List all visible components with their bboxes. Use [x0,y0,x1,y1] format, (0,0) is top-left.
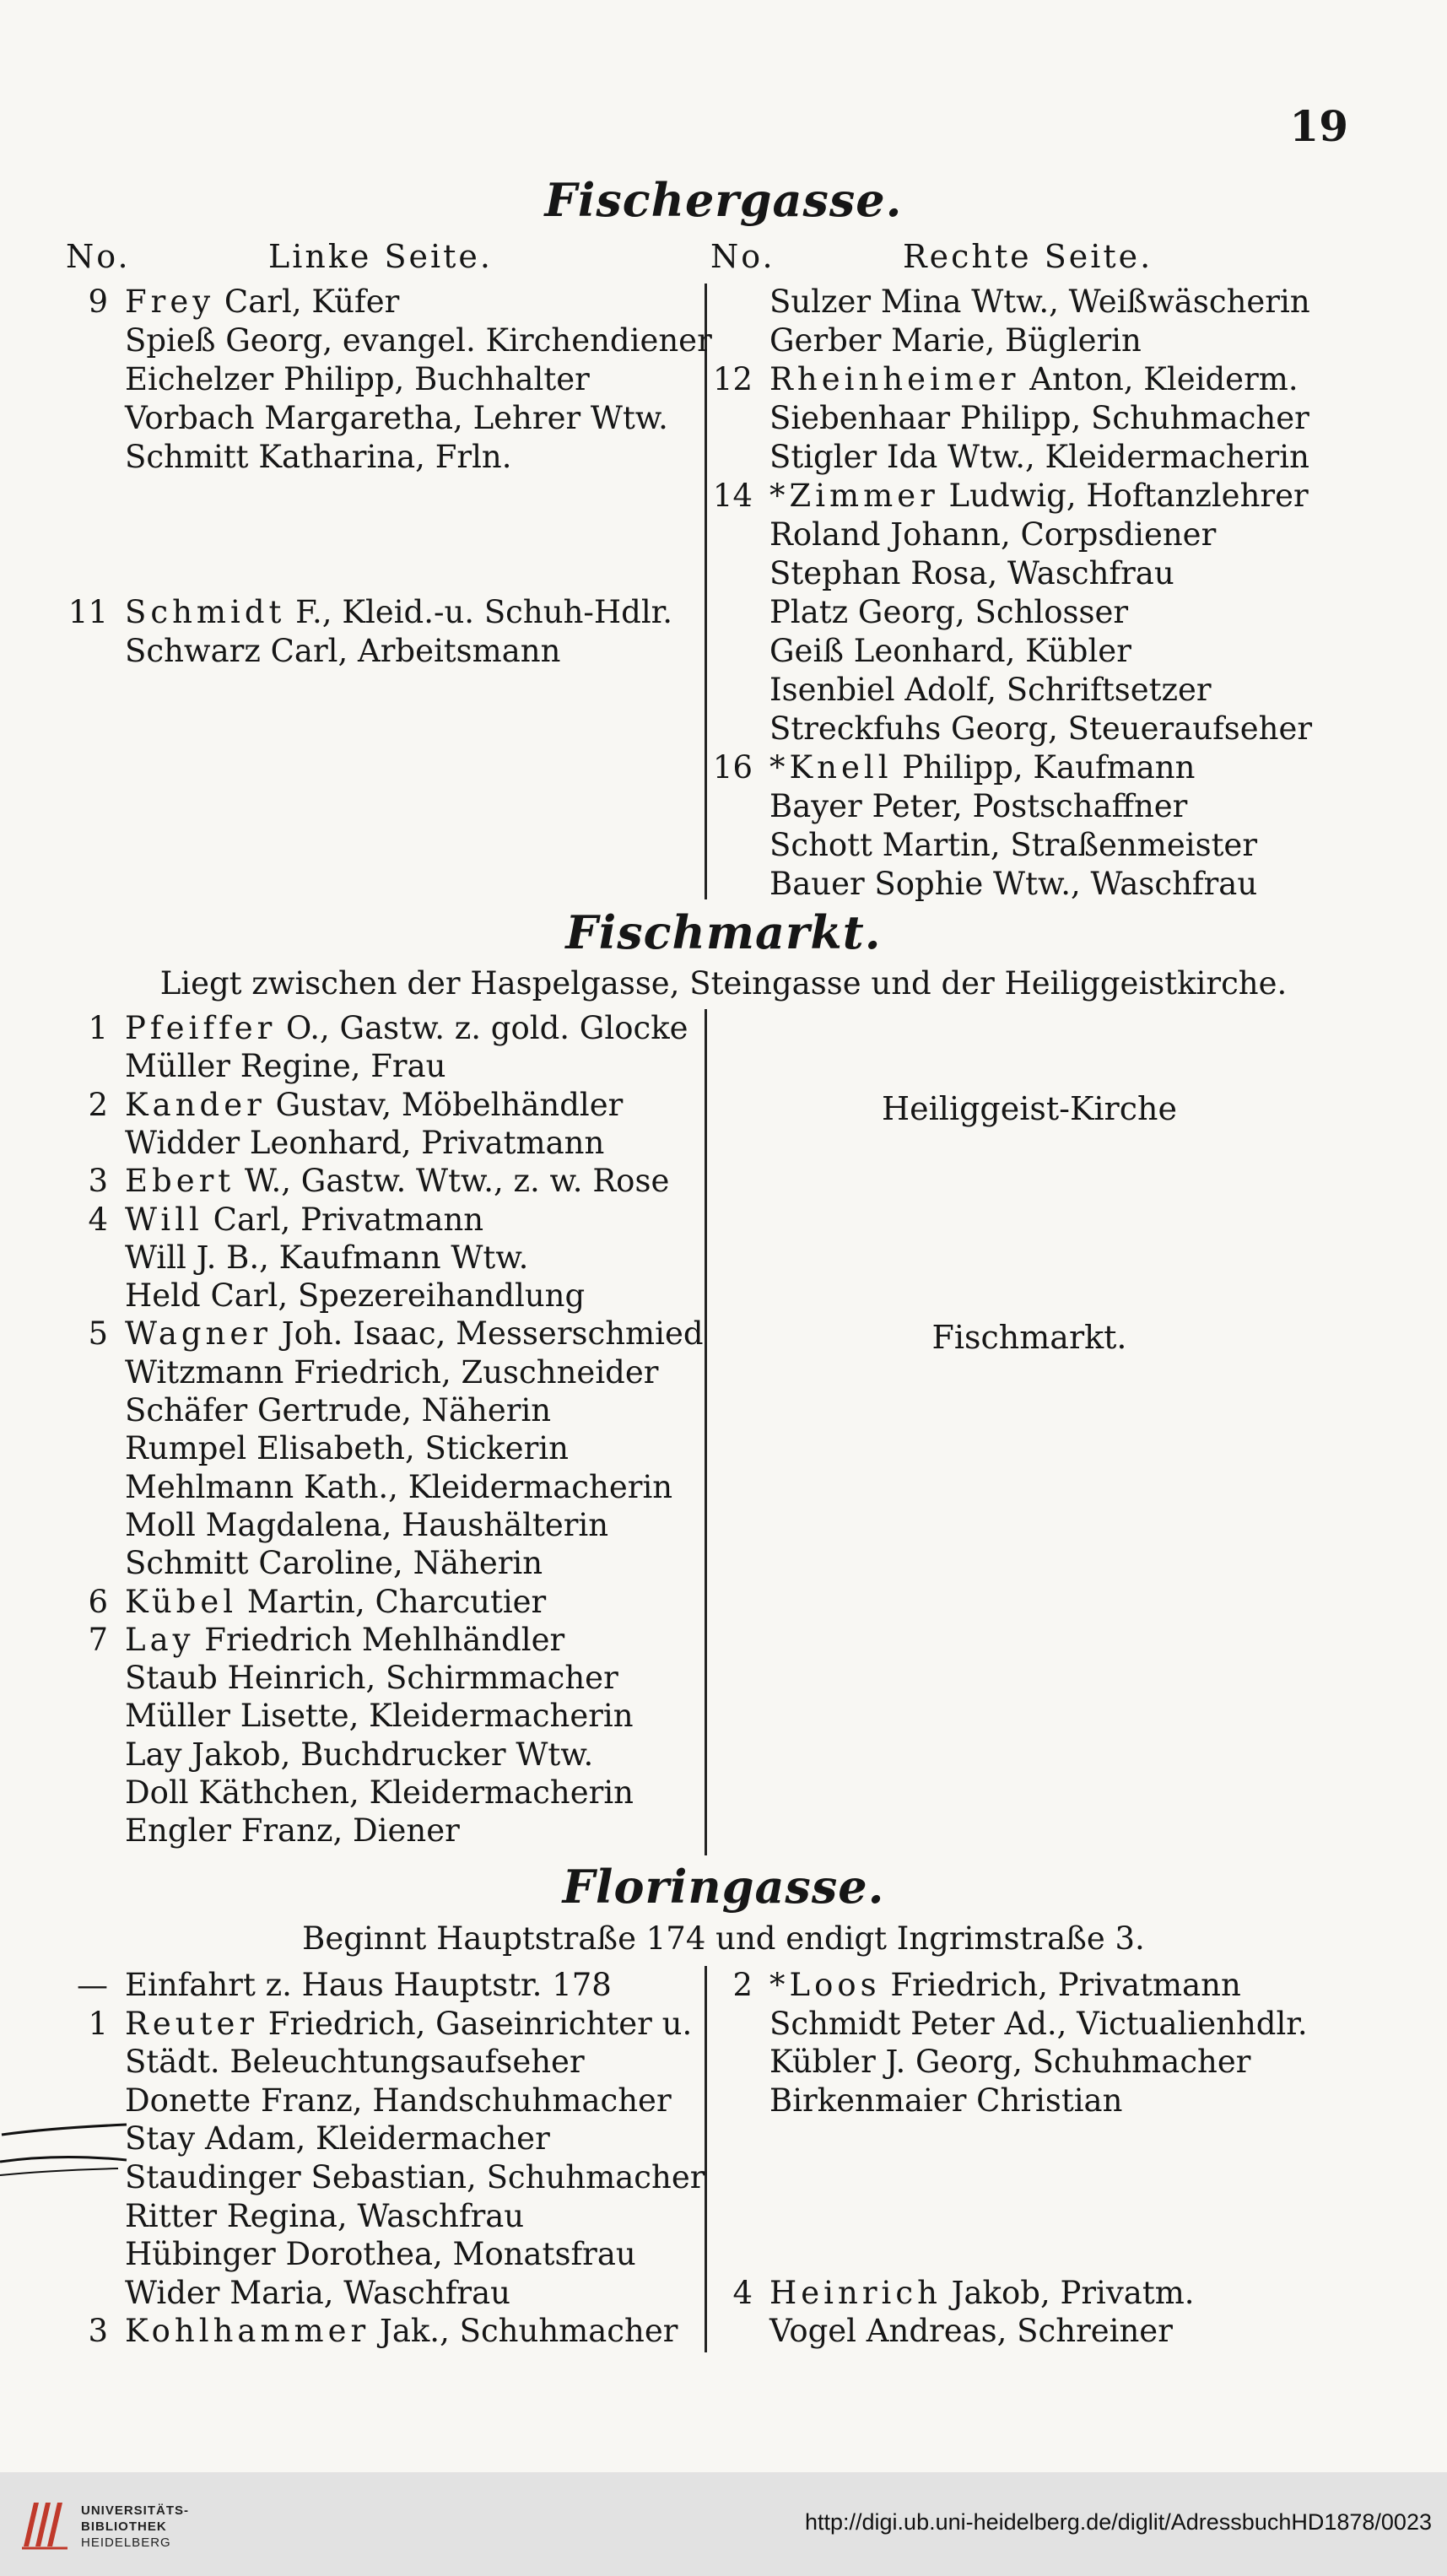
owner-name: Will [125,1201,203,1238]
entry-detail: Vogel Andreas, Schreiner [769,2313,1173,2350]
section-title-fischergasse: Fischergasse. [544,173,903,227]
entry-detail: Witzmann Friedrich, Zuschneider [125,1353,659,1391]
entry-detail: Birkenmaier Christian [769,2082,1123,2119]
owner-name: Kander [125,1086,266,1123]
resident-entry [769,593,1128,632]
entry-detail: Stephan Rosa, Waschfrau [769,555,1174,591]
library-logo-text: UNIVERSITÄTS- BIBLIOTHEK HEIDELBERG [81,2503,190,2550]
resident-entry [769,554,1174,593]
entry-detail: Siebenhaar Philipp, Schuhmacher [769,400,1309,436]
entry-detail: Spieß Georg, evangel. Kirchendiener [125,322,712,359]
entry-detail: Schmitt Caroline, Näherin [125,1545,543,1582]
resident-entry [769,826,1257,865]
entry-detail: Carl, Privatmann [202,1201,484,1238]
resident-entry [125,1812,460,1850]
entry-detail: Wider Maria, Waschfrau [125,2274,510,2311]
list-item [0,1468,1447,1507]
resident-entry [769,516,1216,554]
entry-detail: Geiß Leonhard, Kübler [769,633,1131,669]
resident-entry [769,283,1310,321]
entry-detail: Städt. Beleuchtungsaufseher [125,2044,585,2081]
entry-detail: Gerber Marie, Büglerin [769,322,1142,359]
house-number: 4 [88,1201,108,1238]
resident-entry [769,360,1299,399]
resident-entry [769,399,1309,438]
list-item [0,1697,1447,1736]
entry-detail: Jakob, Privatm. [941,2274,1195,2311]
list-item [0,360,1447,399]
entry-detail: Schäfer Gertrude, Näherin [125,1392,552,1428]
entry-detail: Widder Leonhard, Privatmann [125,1124,605,1161]
owner-name: Wagner [125,1315,272,1353]
resident-entry [125,1086,623,1125]
entry-detail: Anton, Kleiderm. [1019,361,1299,397]
col-left-header: Linke Seite. [268,238,493,275]
list-item [0,1391,1447,1430]
list-item [0,1966,1447,2005]
entry-detail: Rumpel Elisabeth, Stickerin [125,1430,569,1467]
house-number: 3 [88,1163,108,1200]
resident-entry [125,1774,634,1812]
list-item [0,2043,1447,2082]
list-item [0,1239,1447,1277]
list-item [0,1621,1447,1660]
entry-detail: Will J. B., Kaufmann Wtw. [125,1239,529,1276]
resident-entry [769,2005,1308,2044]
col-no-right: No. [710,238,775,275]
list-item [0,1086,1447,1125]
section-subtitle-floringasse: Beginnt Hauptstraße 174 und endigt Ingrimstraße 3. [302,1920,1145,1957]
list-item [0,1812,1447,1850]
resident-entry [125,1162,669,1201]
house-number: 1 [88,2005,108,2042]
entry-detail: Friedrich, Gaseinrichter u. [258,2005,693,2042]
resident-entry [125,2235,636,2274]
list-item [0,283,1447,321]
owner-name: Kübel [125,1583,238,1620]
resident-entry [769,865,1257,904]
entry-detail: Staub Heinrich, Schirmmacher [125,1660,618,1697]
entry-detail: Müller Regine, Frau [125,1048,446,1085]
entry-detail: Martin, Charcutier [237,1583,547,1620]
resident-entry [769,2312,1173,2351]
owner-name: Schmidt [125,594,286,630]
entry-detail: Einfahrt z. Haus Hauptstr. 178 [125,1967,612,2003]
list-item [0,748,1447,787]
entry-detail: Schott Martin, Straßenmeister [769,827,1258,863]
list-item [0,593,1447,632]
entry-detail: Sulzer Mina Wtw., Weißwäscherin [769,284,1310,320]
list-item [0,1506,1447,1545]
resident-entry [125,1659,618,1698]
heiliggeist-kirche-label: Heiliggeist-Kirche [882,1090,1177,1127]
resident-entry [125,1544,543,1583]
resident-entry [769,438,1309,477]
owner-name: Kohlhammer [125,2313,370,2350]
owner-name: Frey [125,284,215,320]
house-number: 2 [732,1967,753,2003]
owner-name: Reuter [125,2005,259,2042]
list-item [0,1353,1447,1392]
entry-detail: Held Carl, Spezereihandlung [125,1277,586,1315]
list-item [0,2235,1447,2274]
entry-detail: Gustav, Möbelhändler [265,1086,624,1123]
entry-detail: Eichelzer Philipp, Buchhalter [125,361,590,397]
section-subtitle-fischmarkt: Liegt zwischen der Haspelgasse, Steingasse und der Heiliggeistkirche. [159,965,1288,1002]
list-item [0,1659,1447,1698]
list-item [0,1047,1447,1086]
house-number: 1 [88,1010,108,1046]
list-item [0,1124,1447,1163]
entry-detail: Jak., Schuhmacher [370,2313,678,2350]
list-item [0,865,1447,904]
entry-detail: W., Gastw. Wtw., z. w. Rose [235,1163,670,1200]
house-number: — [77,1967,108,2003]
entry-detail: Vorbach Margaretha, Lehrer Wtw. [125,400,668,436]
house-number: 11 [67,594,108,630]
resident-entry [769,2043,1250,2082]
list-item [0,2274,1447,2313]
list-item [0,438,1447,477]
resident-entry [125,1583,546,1622]
resident-entry [769,787,1187,826]
resident-entry [125,1736,593,1774]
list-item [0,1736,1447,1774]
entry-detail: Engler Franz, Diener [125,1812,460,1850]
resident-entry [125,1468,672,1507]
list-item [0,1009,1447,1048]
entry-detail: Bauer Sophie Wtw., Waschfrau [769,866,1258,902]
house-number: 3 [88,2313,108,2350]
list-item [0,787,1447,826]
entry-detail: O., Gastw. z. gold. Glocke [276,1010,688,1046]
entry-detail: Hübinger Dorothea, Monatsfrau [125,2236,636,2273]
list-item [0,321,1447,360]
resident-entry [125,1047,446,1086]
owner-name: Rheinheimer [769,361,1020,397]
owner-name: Lay [125,1621,195,1658]
entry-detail: Kübler J. Georg, Schuhmacher [769,2044,1251,2081]
section-title-floringasse: Floringasse. [562,1860,885,1914]
resident-entry [769,1966,1241,2005]
list-item [0,1774,1447,1812]
entry-detail: Schmitt Katharina, Frln. [125,439,512,475]
col-no-left: No. [66,238,131,275]
house-number: 14 [712,478,753,514]
list-item [0,710,1447,748]
resident-entry [769,2082,1122,2120]
entry-detail: Isenbiel Adolf, Schriftsetzer [769,672,1212,708]
footer-bar [0,2472,1447,2576]
entry-detail: Ritter Regina, Waschfrau [125,2197,525,2234]
entry-detail: Streckfuhs Georg, Steueraufseher [769,710,1313,747]
entry-detail: Friedrich, Privatmann [880,1967,1241,2003]
entry-detail: Moll Magdalena, Haushälterin [125,1506,609,1543]
entry-detail: Doll Käthchen, Kleidermacherin [125,1774,634,1811]
list-item [0,399,1447,438]
owner-name: *Knell [769,749,893,786]
list-item [0,2005,1447,2044]
resident-entry [125,1429,569,1468]
entry-detail: Joh. Isaac, Messerschmied [271,1315,704,1353]
resident-entry [125,1239,528,1277]
list-item [0,1277,1447,1315]
resident-entry [769,477,1309,516]
entry-detail: Ludwig, Hoftanzlehrer [938,478,1309,514]
entry-detail: Lay Jakob, Buchdrucker Wtw. [125,1736,594,1773]
col-right-header: Rechte Seite. [903,238,1153,275]
resident-entry [125,1621,564,1660]
list-item [0,516,1447,554]
list-item [0,1201,1447,1239]
list-item [0,1583,1447,1622]
entry-detail: Carl, Küfer [214,284,400,320]
house-number: 5 [88,1315,108,1353]
list-item [0,477,1447,516]
entry-detail: Stigler Ida Wtw., Kleidermacherin [769,439,1309,475]
entry-detail: Stay Adam, Kleidermacher [125,2120,550,2157]
owner-name: Ebert [125,1163,235,1200]
resident-entry [769,632,1131,671]
section-title-fischmarkt: Fischmarkt. [565,905,882,959]
house-number: 2 [88,1086,108,1123]
entry-detail: Philipp, Kaufmann [892,749,1196,786]
resident-entry [125,1201,483,1239]
entry-detail: Schwarz Carl, Arbeitsmann [125,633,561,669]
house-number: 9 [88,284,108,320]
resident-entry [125,1009,688,1048]
list-item [0,1544,1447,1583]
entry-detail: Mehlmann Kath., Kleidermacherin [125,1468,673,1505]
owner-name: *Zimmer [769,478,939,514]
entry-detail: Bayer Peter, Postschaffner [769,788,1188,824]
house-number: 16 [712,749,753,786]
list-item [0,826,1447,865]
resident-entry [125,1353,658,1392]
list-item [0,632,1447,671]
house-number: 4 [732,2274,753,2311]
resident-entry [125,1391,551,1430]
pen-mark-strokes [0,2109,354,2219]
owner-name: Heinrich [769,2274,942,2311]
entry-detail: Roland Johann, Corpsdiener [769,516,1217,553]
house-number: 6 [88,1583,108,1620]
entry-detail: Donette Franz, Handschuhmacher [125,2082,672,2119]
library-logo-icon [19,2496,71,2553]
resident-entry [125,1277,585,1315]
resident-entry [769,321,1142,360]
entry-detail: Friedrich Mehlhändler [194,1621,565,1658]
resident-entry [769,710,1312,748]
list-item [0,1162,1447,1201]
resident-entry [769,748,1195,787]
owner-name: *Loos [769,1967,881,2003]
page-number: 19 [1289,101,1348,151]
list-item [0,1429,1447,1468]
entry-detail: Platz Georg, Schlosser [769,594,1129,630]
list-item [0,554,1447,593]
fischmarkt-label: Fischmarkt. [931,1319,1127,1356]
owner-name: Pfeiffer [125,1010,277,1046]
resident-entry [125,1697,634,1736]
list-item [0,2312,1447,2351]
list-item [0,1315,1447,1353]
resident-entry [125,1124,604,1163]
list-item [0,671,1447,710]
entry-detail: Schmidt Peter Ad., Victualienhdlr. [769,2005,1308,2042]
entry-detail: F., Kleid.-u. Schuh-Hdlr. [285,594,673,630]
resident-entry [769,2274,1195,2313]
resident-entry [769,671,1212,710]
source-url[interactable]: http://digi.ub.uni-heidelberg.de/diglit/AdressbuchHD1878/0023 [804,2509,1432,2535]
resident-entry [125,1506,608,1545]
entry-detail: Müller Lisette, Kleidermacherin [125,1698,634,1735]
house-number: 7 [88,1621,108,1658]
house-number: 12 [712,361,753,397]
resident-entry [125,1315,704,1353]
entry-detail: Staudinger Sebastian, Schuhmacher [125,2159,705,2195]
